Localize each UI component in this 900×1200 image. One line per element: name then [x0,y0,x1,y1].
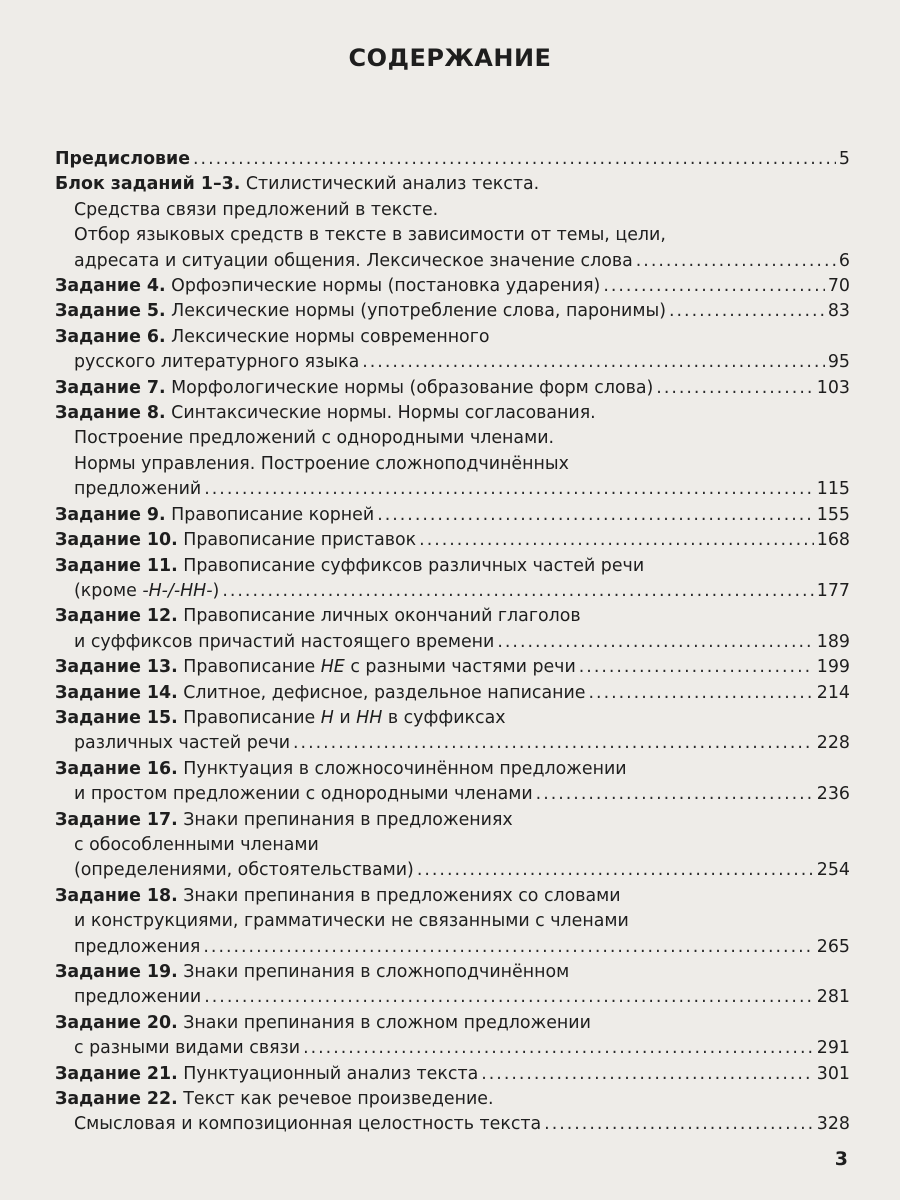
toc-label: Задание 22. [55,1089,178,1110]
toc-page: 301 [816,1063,850,1084]
dot-leader [579,655,814,680]
dot-leader [303,1036,814,1061]
toc-text-italic: НН [356,707,383,728]
toc-text: Знаки препинания в сложном предложении [183,1012,591,1033]
dot-leader [293,731,814,756]
toc-page: 281 [816,987,850,1008]
toc-entry-block-1-3 [55,172,850,274]
dot-leader [656,376,814,401]
toc-label: Задание 18. [55,885,178,906]
toc-text-italic: НЕ [320,657,345,678]
dot-leader [362,350,825,375]
toc-label: Задание 12. [55,606,178,627]
toc-text: Слитное, дефисное, раздельное написание [183,682,586,703]
dot-leader [222,579,813,604]
toc-page: 6 [838,250,850,271]
toc-text: Лексические нормы современного [171,326,490,347]
toc-entry-task-12 [55,604,850,655]
toc-text: Морфологические нормы (образование форм слова) [171,377,654,398]
dot-leader [497,630,813,655]
toc-entry-task-7 [55,376,850,401]
toc-page: 5 [838,149,850,169]
toc-entry-task-17 [55,808,850,884]
toc-text: Отбор языковых средств в тексте в зависимости от темы, цели, [74,225,666,246]
toc-label: Задание 20. [55,1012,178,1033]
toc-page: 168 [816,530,850,551]
toc-page: 83 [827,301,850,322]
dot-leader [419,528,814,553]
toc-text: Пунктуационный анализ текста [183,1063,479,1084]
toc-text: Средства связи предложений в тексте. [74,199,439,220]
toc-text: Лексические нормы (употребление слова, паронимы) [171,301,666,322]
toc-entry-task-19 [55,960,850,1011]
toc-text: и [333,707,357,728]
toc-label: Задание 16. [55,758,178,779]
dot-leader [544,1112,814,1137]
toc-entry-task-6 [55,325,850,376]
toc-entry-task-5 [55,299,850,324]
dot-leader [536,782,814,807]
toc-label: Блок заданий 1–3. [55,174,241,195]
toc-entry-task-20 [55,1011,850,1062]
page-number: 3 [834,1148,848,1170]
toc-entry-task-21 [55,1062,850,1087]
toc-page: 214 [816,682,850,703]
dot-leader [204,477,814,502]
toc-page: 103 [816,377,850,398]
dot-leader [669,299,825,324]
toc-label: Задание 14. [55,682,178,703]
toc-text: Знаки препинания в предложениях [183,809,513,830]
dot-leader [481,1062,814,1087]
toc-entry-task-13 [55,655,850,680]
toc-text: (определениями, обстоятельствами) [74,860,414,881]
dot-leader [417,858,814,883]
toc-text-italic: Н [320,707,334,728]
toc-text: Синтаксические нормы. Нормы согласования. [171,403,596,424]
toc-entry-task-4 [55,274,850,299]
toc-text-italic: -Н-/-НН- [142,580,213,601]
toc-entry-task-22 [55,1087,850,1138]
toc-text: и суффиксов причастий настоящего времени [74,631,495,652]
toc-text: Правописание приставок [183,530,417,551]
toc-page: 199 [816,657,850,678]
toc-text: в суффиксах [382,707,506,728]
toc-page: 177 [816,580,850,601]
toc-text: Правописание [183,707,321,728]
toc-label: Задание 6. [55,326,166,347]
toc-text: с обособленными членами [74,834,319,855]
toc-text: Текст как речевое произведение. [183,1089,494,1110]
toc-text: адресата и ситуации общения. Лексическое значение слова [74,250,633,271]
toc-text: предложений [74,479,202,500]
toc-text: предложении [74,987,202,1008]
toc-text: Пунктуация в сложносочинённом предложении [183,758,627,779]
toc-text: Знаки препинания в сложноподчинённом [183,962,570,982]
toc-label: Задание 13. [55,657,178,678]
toc-entry-task-10 [55,528,850,553]
toc-text: Правописание личных окончаний глаголов [183,606,581,627]
toc-entry-task-8 [55,401,850,503]
toc-label: Задание 5. [55,301,166,322]
toc-text: Правописание суффиксов различных частей речи [183,555,645,576]
dot-leader [203,935,813,960]
dot-leader [204,985,814,1010]
page-title: СОДЕРЖАНИЕ [348,44,552,72]
toc-page: 254 [816,860,850,881]
toc-entry-task-11 [55,554,850,605]
dot-leader [377,503,814,528]
toc-text: и конструкциями, грамматически не связанными с членами [74,911,629,932]
toc-label: Задание 17. [55,809,178,830]
toc-text: и простом предложении с однородными членами [74,784,533,805]
dot-leader [636,249,836,274]
toc-label: Задание 4. [55,276,166,297]
toc-label: Задание 8. [55,403,166,424]
toc-page: 228 [816,733,850,754]
dot-leader [589,681,814,706]
toc-entry-task-14 [55,681,850,706]
toc-label: Задание 7. [55,377,166,398]
toc-label: Задание 10. [55,530,178,551]
dot-leader [603,274,825,299]
toc-entry-task-9 [55,503,850,528]
toc-text: различных частей речи [74,733,291,754]
toc-text: Орфоэпические нормы (постановка ударения) [171,276,601,297]
toc-label: Задание 21. [55,1063,178,1084]
toc-entry-task-15 [55,706,850,757]
toc-text: Стилистический анализ текста. [245,174,540,195]
toc-label: Предисловие [55,149,191,169]
toc-text: Построение предложений с однородными членами. [74,428,555,449]
toc-text: (кроме [74,580,143,601]
toc-page: 155 [816,504,850,525]
toc-text: русского литературного языка [74,352,360,373]
toc-page: 291 [816,1038,850,1059]
toc-text: с разными видами связи [74,1038,301,1059]
toc-entry-task-16 [55,757,850,808]
toc-entry-preface [55,147,850,172]
dot-leader [193,147,836,172]
toc-text: ) [212,580,220,601]
toc-page: 70 [827,276,850,297]
toc-text: Знаки препинания в предложениях со словами [183,885,621,906]
toc-label: Задание 11. [55,555,178,576]
toc-entry-task-18 [55,884,850,960]
toc-page: 115 [816,479,850,500]
toc-page: 236 [816,784,850,805]
toc-page: 95 [827,352,850,373]
toc-text: с разными частями речи [344,657,576,678]
toc-page: 265 [816,936,850,957]
toc-text: Правописание [183,657,321,678]
toc-text: Правописание корней [171,504,375,525]
toc-label: Задание 19. [55,962,178,982]
toc-text: Смысловая и композиционная целостность текста [74,1114,542,1135]
toc-text: Нормы управления. Построение сложноподчинённых [74,453,569,474]
toc-page: 328 [816,1114,850,1135]
toc-label: Задание 9. [55,504,166,525]
toc-page: 189 [816,631,850,652]
toc-label: Задание 15. [55,707,178,728]
toc-text: предложения [74,936,201,957]
table-of-contents [55,147,850,1138]
